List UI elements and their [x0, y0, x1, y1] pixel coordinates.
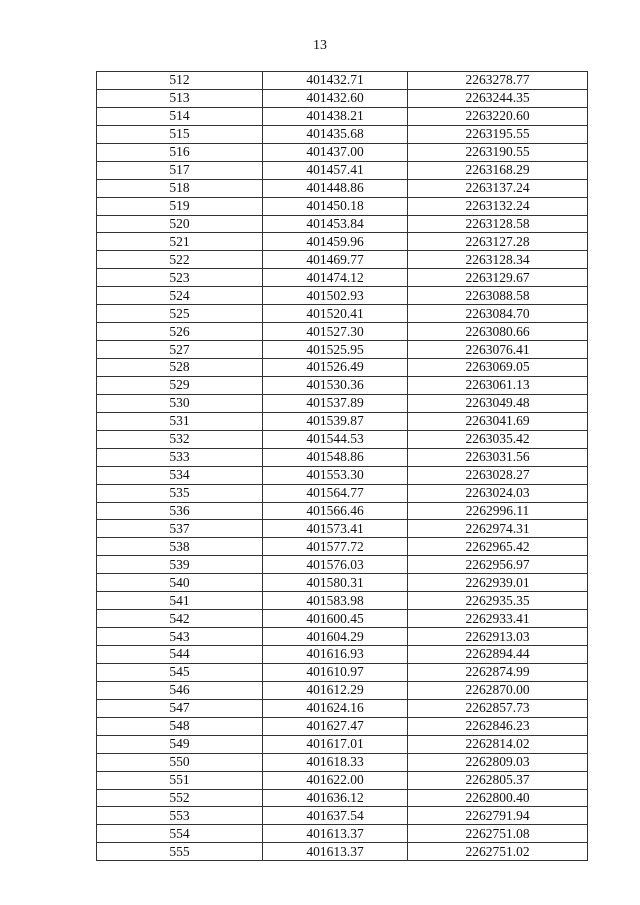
point-number-cell: 546 [97, 681, 263, 699]
x-coordinate-cell: 401610.97 [263, 663, 408, 681]
point-number-cell: 544 [97, 646, 263, 664]
y-coordinate-cell: 2263035.42 [408, 430, 588, 448]
x-coordinate-cell: 401583.98 [263, 592, 408, 610]
x-coordinate-cell: 401527.30 [263, 323, 408, 341]
point-number-cell: 518 [97, 179, 263, 197]
y-coordinate-cell: 2262935.35 [408, 592, 588, 610]
point-number-cell: 530 [97, 394, 263, 412]
y-coordinate-cell: 2263049.48 [408, 394, 588, 412]
x-coordinate-cell: 401520.41 [263, 305, 408, 323]
table-row [97, 376, 588, 394]
x-coordinate-cell: 401544.53 [263, 430, 408, 448]
x-coordinate-cell: 401548.86 [263, 448, 408, 466]
table-row [97, 269, 588, 287]
x-coordinate-cell: 401530.36 [263, 376, 408, 394]
x-coordinate-cell: 401457.41 [263, 161, 408, 179]
point-number-cell: 528 [97, 359, 263, 377]
y-coordinate-cell: 2262857.73 [408, 699, 588, 717]
point-number-cell: 553 [97, 807, 263, 825]
table-row [97, 520, 588, 538]
table-row [97, 323, 588, 341]
x-coordinate-cell: 401613.37 [263, 825, 408, 843]
y-coordinate-cell: 2263278.77 [408, 72, 588, 90]
y-coordinate-cell: 2262805.37 [408, 771, 588, 789]
table-row [97, 412, 588, 430]
table-row [97, 574, 588, 592]
table-row [97, 753, 588, 771]
point-number-cell: 525 [97, 305, 263, 323]
x-coordinate-cell: 401539.87 [263, 412, 408, 430]
y-coordinate-cell: 2263028.27 [408, 466, 588, 484]
x-coordinate-cell: 401576.03 [263, 556, 408, 574]
y-coordinate-cell: 2262894.44 [408, 646, 588, 664]
y-coordinate-cell: 2262974.31 [408, 520, 588, 538]
x-coordinate-cell: 401474.12 [263, 269, 408, 287]
point-number-cell: 520 [97, 215, 263, 233]
y-coordinate-cell: 2263129.67 [408, 269, 588, 287]
point-number-cell: 531 [97, 412, 263, 430]
y-coordinate-cell: 2262965.42 [408, 538, 588, 556]
x-coordinate-cell: 401613.37 [263, 843, 408, 861]
x-coordinate-cell: 401502.93 [263, 287, 408, 305]
table-row [97, 681, 588, 699]
table-row [97, 771, 588, 789]
table-row [97, 699, 588, 717]
table-row [97, 394, 588, 412]
x-coordinate-cell: 401624.16 [263, 699, 408, 717]
y-coordinate-cell: 2262870.00 [408, 681, 588, 699]
coordinates-table [96, 71, 588, 861]
y-coordinate-cell: 2263168.29 [408, 161, 588, 179]
x-coordinate-cell: 401450.18 [263, 197, 408, 215]
point-number-cell: 554 [97, 825, 263, 843]
y-coordinate-cell: 2262996.11 [408, 502, 588, 520]
point-number-cell: 533 [97, 448, 263, 466]
y-coordinate-cell: 2263024.03 [408, 484, 588, 502]
table-row [97, 825, 588, 843]
x-coordinate-cell: 401612.29 [263, 681, 408, 699]
point-number-cell: 543 [97, 628, 263, 646]
table-row [97, 161, 588, 179]
y-coordinate-cell: 2262800.40 [408, 789, 588, 807]
x-coordinate-cell: 401437.00 [263, 143, 408, 161]
y-coordinate-cell: 2262791.94 [408, 807, 588, 825]
page-number: 13 [313, 38, 327, 53]
x-coordinate-cell: 401580.31 [263, 574, 408, 592]
table-row [97, 538, 588, 556]
y-coordinate-cell: 2263031.56 [408, 448, 588, 466]
x-coordinate-cell: 401577.72 [263, 538, 408, 556]
x-coordinate-cell: 401553.30 [263, 466, 408, 484]
point-number-cell: 549 [97, 735, 263, 753]
x-coordinate-cell: 401432.60 [263, 89, 408, 107]
table-row [97, 466, 588, 484]
y-coordinate-cell: 2262956.97 [408, 556, 588, 574]
point-number-cell: 548 [97, 717, 263, 735]
point-number-cell: 526 [97, 323, 263, 341]
point-number-cell: 529 [97, 376, 263, 394]
point-number-cell: 524 [97, 287, 263, 305]
point-number-cell: 523 [97, 269, 263, 287]
point-number-cell: 527 [97, 341, 263, 359]
x-coordinate-cell: 401617.01 [263, 735, 408, 753]
y-coordinate-cell: 2262939.01 [408, 574, 588, 592]
x-coordinate-cell: 401435.68 [263, 125, 408, 143]
x-coordinate-cell: 401616.93 [263, 646, 408, 664]
table-row [97, 251, 588, 269]
point-number-cell: 541 [97, 592, 263, 610]
table-row [97, 789, 588, 807]
point-number-cell: 532 [97, 430, 263, 448]
table-row [97, 592, 588, 610]
point-number-cell: 521 [97, 233, 263, 251]
y-coordinate-cell: 2262809.03 [408, 753, 588, 771]
table-row [97, 341, 588, 359]
y-coordinate-cell: 2263127.28 [408, 233, 588, 251]
table-row [97, 628, 588, 646]
y-coordinate-cell: 2263128.58 [408, 215, 588, 233]
table-row [97, 305, 588, 323]
point-number-cell: 552 [97, 789, 263, 807]
point-number-cell: 551 [97, 771, 263, 789]
table-row [97, 717, 588, 735]
point-number-cell: 555 [97, 843, 263, 861]
y-coordinate-cell: 2263088.58 [408, 287, 588, 305]
point-number-cell: 515 [97, 125, 263, 143]
x-coordinate-cell: 401453.84 [263, 215, 408, 233]
table-row [97, 610, 588, 628]
y-coordinate-cell: 2262874.99 [408, 663, 588, 681]
y-coordinate-cell: 2263195.55 [408, 125, 588, 143]
x-coordinate-cell: 401573.41 [263, 520, 408, 538]
point-number-cell: 539 [97, 556, 263, 574]
y-coordinate-cell: 2263220.60 [408, 107, 588, 125]
x-coordinate-cell: 401438.21 [263, 107, 408, 125]
point-number-cell: 536 [97, 502, 263, 520]
x-coordinate-cell: 401564.77 [263, 484, 408, 502]
table-row [97, 484, 588, 502]
table-row [97, 72, 588, 90]
x-coordinate-cell: 401432.71 [263, 72, 408, 90]
point-number-cell: 547 [97, 699, 263, 717]
y-coordinate-cell: 2263190.55 [408, 143, 588, 161]
point-number-cell: 535 [97, 484, 263, 502]
table-row [97, 233, 588, 251]
x-coordinate-cell: 401627.47 [263, 717, 408, 735]
x-coordinate-cell: 401566.46 [263, 502, 408, 520]
point-number-cell: 538 [97, 538, 263, 556]
point-number-cell: 550 [97, 753, 263, 771]
y-coordinate-cell: 2263080.66 [408, 323, 588, 341]
y-coordinate-cell: 2263061.13 [408, 376, 588, 394]
y-coordinate-cell: 2263244.35 [408, 89, 588, 107]
point-number-cell: 540 [97, 574, 263, 592]
y-coordinate-cell: 2263084.70 [408, 305, 588, 323]
y-coordinate-cell: 2262814.02 [408, 735, 588, 753]
y-coordinate-cell: 2263137.24 [408, 179, 588, 197]
y-coordinate-cell: 2263132.24 [408, 197, 588, 215]
table-row [97, 107, 588, 125]
table-row [97, 663, 588, 681]
table-row [97, 430, 588, 448]
x-coordinate-cell: 401600.45 [263, 610, 408, 628]
x-coordinate-cell: 401537.89 [263, 394, 408, 412]
table-row [97, 359, 588, 377]
coordinates-table-body [97, 72, 588, 861]
y-coordinate-cell: 2263069.05 [408, 359, 588, 377]
table-row [97, 843, 588, 861]
point-number-cell: 545 [97, 663, 263, 681]
table-row [97, 197, 588, 215]
table-row [97, 646, 588, 664]
y-coordinate-cell: 2262913.03 [408, 628, 588, 646]
x-coordinate-cell: 401469.77 [263, 251, 408, 269]
point-number-cell: 519 [97, 197, 263, 215]
y-coordinate-cell: 2262933.41 [408, 610, 588, 628]
x-coordinate-cell: 401448.86 [263, 179, 408, 197]
point-number-cell: 516 [97, 143, 263, 161]
table-row [97, 448, 588, 466]
point-number-cell: 517 [97, 161, 263, 179]
y-coordinate-cell: 2262751.02 [408, 843, 588, 861]
x-coordinate-cell: 401618.33 [263, 753, 408, 771]
point-number-cell: 514 [97, 107, 263, 125]
y-coordinate-cell: 2262751.08 [408, 825, 588, 843]
point-number-cell: 512 [97, 72, 263, 90]
point-number-cell: 542 [97, 610, 263, 628]
point-number-cell: 513 [97, 89, 263, 107]
table-row [97, 215, 588, 233]
y-coordinate-cell: 2263041.69 [408, 412, 588, 430]
table-row [97, 807, 588, 825]
x-coordinate-cell: 401622.00 [263, 771, 408, 789]
point-number-cell: 522 [97, 251, 263, 269]
table-row [97, 125, 588, 143]
point-number-cell: 537 [97, 520, 263, 538]
table-row [97, 735, 588, 753]
table-row [97, 89, 588, 107]
x-coordinate-cell: 401459.96 [263, 233, 408, 251]
table-row [97, 179, 588, 197]
y-coordinate-cell: 2263128.34 [408, 251, 588, 269]
y-coordinate-cell: 2262846.23 [408, 717, 588, 735]
table-row [97, 287, 588, 305]
table-row [97, 556, 588, 574]
x-coordinate-cell: 401636.12 [263, 789, 408, 807]
x-coordinate-cell: 401604.29 [263, 628, 408, 646]
y-coordinate-cell: 2263076.41 [408, 341, 588, 359]
x-coordinate-cell: 401637.54 [263, 807, 408, 825]
table-row [97, 502, 588, 520]
x-coordinate-cell: 401525.95 [263, 341, 408, 359]
table-row [97, 143, 588, 161]
x-coordinate-cell: 401526.49 [263, 359, 408, 377]
point-number-cell: 534 [97, 466, 263, 484]
